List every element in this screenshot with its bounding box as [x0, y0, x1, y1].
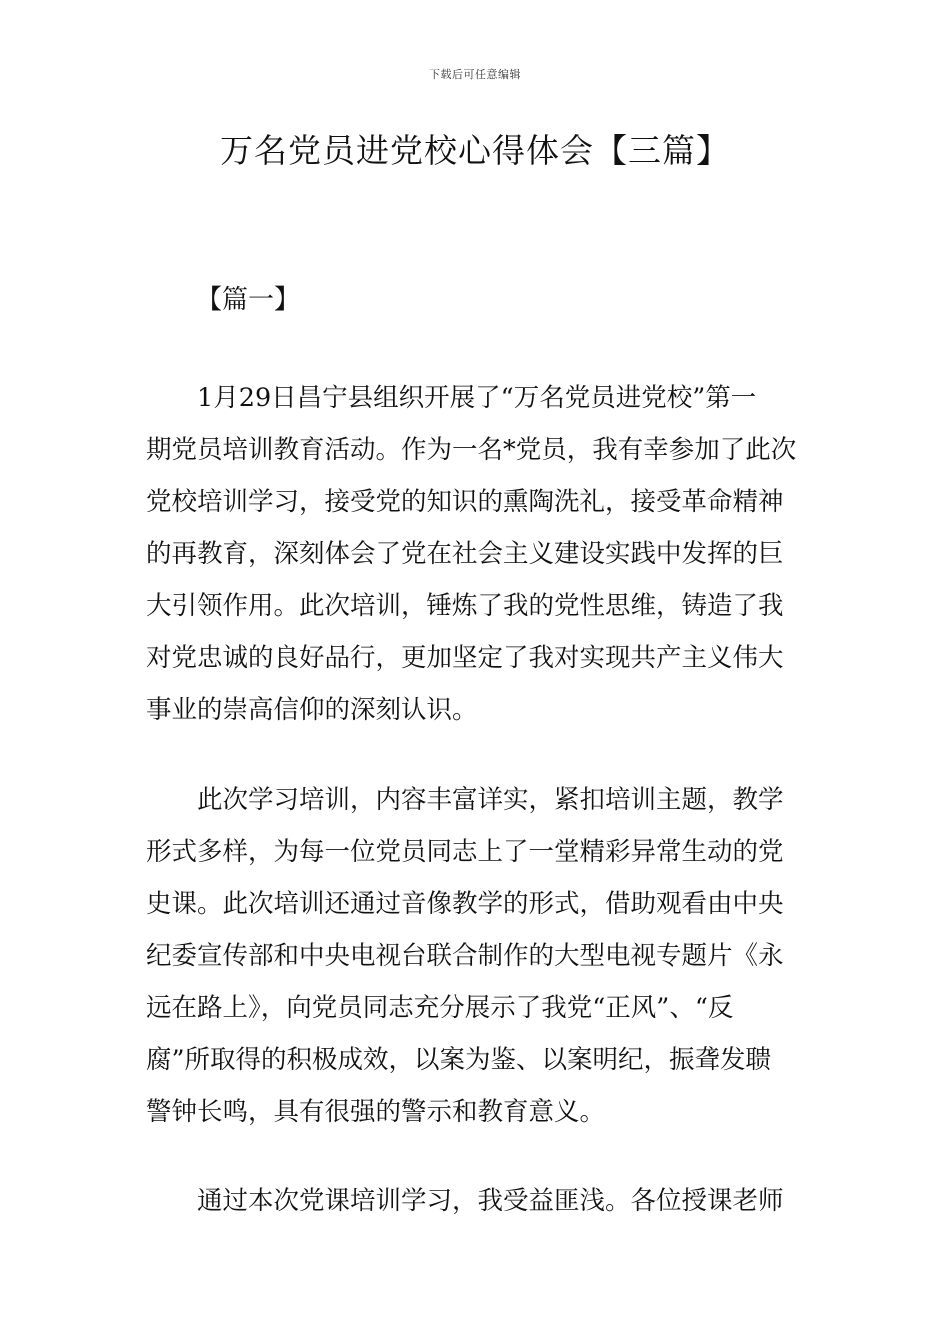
paragraph-line: 腐”所取得的积极成效，以案为鉴、以案明纪，振聋发聩: [146, 1045, 772, 1075]
paragraph-line: 形式多样，为每一位党员同志上了一堂精彩异常生动的党: [146, 837, 784, 867]
paragraph-line: 党校培训学习，接受党的知识的熏陶洗礼，接受革命精神: [146, 487, 784, 517]
paragraph-line: 警钟长鸣，具有很强的警示和教育意义。: [146, 1097, 606, 1127]
paragraph-line: 远在路上》，向党员同志充分展示了我党“正风”、“反: [146, 993, 734, 1023]
paragraph-line: 事业的崇高信仰的深刻认识。: [146, 695, 478, 725]
paragraph-3: [146, 1175, 812, 1227]
paragraph-line: 对党忠诚的良好品行，更加坚定了我对实现共产主义伟大: [146, 643, 784, 673]
section-heading: 【篇一】: [196, 285, 301, 315]
paragraph-2: [146, 774, 812, 1138]
paragraph-line: 通过本次党课培训学习，我受益匪浅。各位授课老师: [197, 1186, 784, 1216]
paragraph-line: 纪委宣传部和中央电视台联合制作的大型电视专题片《永: [146, 941, 784, 971]
paragraph-line: 的再教育，深刻体会了党在社会主义建设实践中发挥的巨: [146, 539, 784, 569]
paragraph-1: [146, 372, 812, 736]
paragraph-line: 史课。此次培训还通过音像教学的形式，借助观看由中央: [146, 889, 784, 919]
paragraph-line: 1月29日昌宁县组织开展了“万名党员进党校”第一: [197, 383, 757, 413]
paragraph-line: 大引领作用。此次培训，锤炼了我的党性思维，铸造了我: [146, 591, 784, 621]
paragraph-line: 期党员培训教育活动。作为一名*党员，我有幸参加了此次: [146, 435, 797, 465]
document-title: 万名党员进党校心得体会【三篇】: [220, 131, 730, 170]
paragraph-line: 此次学习培训，内容丰富详实，紧扣培训主题，教学: [197, 785, 784, 815]
header-note: 下载后可任意编辑: [429, 68, 521, 81]
